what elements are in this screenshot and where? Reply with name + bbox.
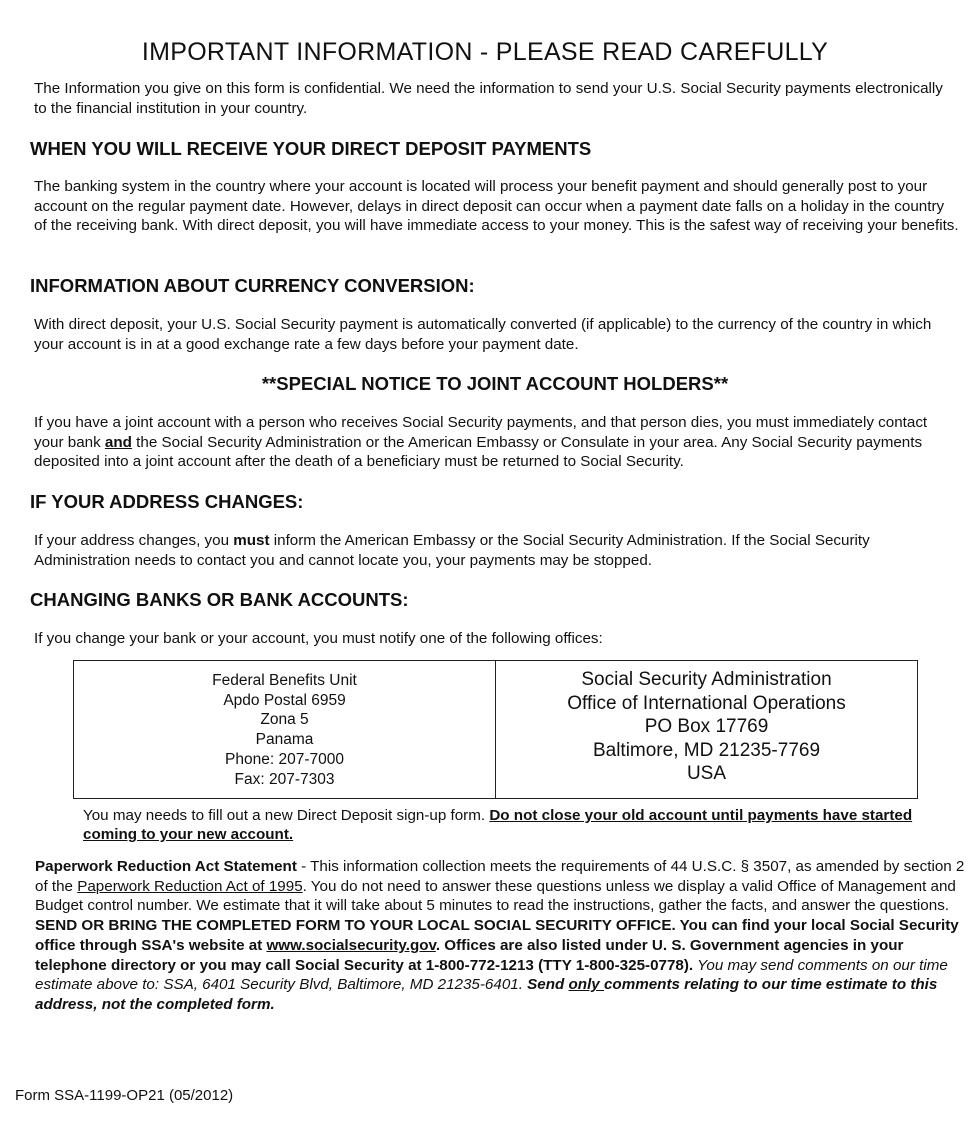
office-left-line: Federal Benefits Unit bbox=[212, 672, 357, 689]
intro-paragraph: The Information you give on this form is confidential. We need the information to send your U.S. Social Security payments electronically to the financial institution in your country. bbox=[34, 80, 943, 117]
note-text: You may needs to fill out a new Direct Deposit sign-up form. bbox=[83, 807, 490, 824]
joint-account-heading: **SPECIAL NOTICE TO JOINT ACCOUNT HOLDERS** bbox=[261, 373, 729, 394]
banks-heading: CHANGING BANKS OR BANK ACCOUNTS: bbox=[30, 589, 409, 610]
address-must-emphasis: must bbox=[233, 532, 270, 549]
joint-text-2: the Social Security Administration or the American Embassy or Consulate in your area. Any Social Security payments deposited into a joint account after the death of a beneficiary must be returned to Social Security. bbox=[34, 433, 923, 471]
note-emphasis: Do not close your old account until payments have started coming to your new account. bbox=[83, 807, 913, 843]
office-left-line: Zona 5 bbox=[260, 711, 309, 729]
office-right-line: PO Box 17769 bbox=[644, 716, 769, 737]
paperwork-act-link[interactable]: Paperwork Reduction Act of 1995 bbox=[77, 877, 303, 895]
address-heading: IF YOUR ADDRESS CHANGES: bbox=[30, 491, 304, 512]
form-number-footer: Form SSA-1199-OP21 (05/2012) bbox=[15, 1087, 234, 1104]
paperwork-text-1: - This information collection meets the requirements of 44 U.S.C. § 3507, as amended by section 2 of the bbox=[35, 858, 965, 895]
joint-text-1: If you have a joint account with a person who receives Social Security payments, and that person dies, you must immediately contact your bank bbox=[34, 414, 928, 451]
office-left-line: Phone: 207-7000 bbox=[225, 750, 344, 768]
paperwork-bold-italic-2: comments relating to our time estimate to this address, not the completed form. bbox=[35, 976, 938, 1013]
paperwork-bold-italic-1: Send bbox=[527, 976, 569, 994]
federal-benefits-unit-cell bbox=[74, 661, 496, 798]
office-left-line: Fax: 207-7303 bbox=[234, 770, 335, 788]
office-left-line: Panama bbox=[255, 731, 314, 749]
address-text-2: inform the American Embassy or the Social Security Administration. If the Social Security Administration needs to contact you and cannot locate you, your payments may be stopped. bbox=[34, 532, 870, 569]
page-title: IMPORTANT INFORMATION - PLEASE READ CAREFULLY bbox=[141, 38, 829, 66]
ssa-website-link[interactable]: www.socialsecurity.gov bbox=[266, 936, 436, 954]
office-right-line: Office of International Operations bbox=[567, 692, 846, 714]
joint-account-paragraph bbox=[34, 413, 959, 472]
banks-paragraph: If you change your bank or your account, you must notify one of the following offices: bbox=[34, 630, 603, 647]
paperwork-text-2: . You do not need to answer these questions unless we display a valid Office of Management and Budget control number. We estimate that it will take about 5 minutes to read the instructions, gather the facts, and answer the questions. bbox=[35, 877, 956, 915]
direct-deposit-paragraph: The banking system in the country where your account is located will process your benefit payment and should generally post to your account on the regular payment date. However, delays in direct deposit can occur when a payment date falls on a holiday in the country of the receiving bank. With direct deposit, you will have immediate access to your money. This is the safest way of receiving your benefits. bbox=[34, 178, 959, 235]
office-left-line: Apdo Postal 6959 bbox=[223, 691, 346, 709]
offices-table bbox=[73, 660, 918, 799]
paperwork-reduction-statement bbox=[35, 857, 965, 1015]
address-text-1: If your address changes, you bbox=[34, 532, 234, 549]
paperwork-only-emphasis: only bbox=[568, 976, 604, 994]
office-right-line: Baltimore, MD 21235-7769 bbox=[592, 739, 821, 761]
office-right-line: USA bbox=[686, 763, 727, 784]
direct-deposit-heading: WHEN YOU WILL RECEIVE YOUR DIRECT DEPOSIT PAYMENTS bbox=[30, 138, 592, 159]
ssa-international-office-cell bbox=[496, 661, 917, 798]
paperwork-label: Paperwork Reduction Act Statement bbox=[35, 858, 297, 875]
currency-paragraph: With direct deposit, your U.S. Social Security payment is automatically converted (if applicable) to the currency of the country in which your account is in at a good exchange rate a few days before your payment date. bbox=[34, 316, 932, 353]
office-right-line: Social Security Administration bbox=[581, 669, 832, 690]
paperwork-bold-2: . Offices are also listed under U. S. Government agencies in your telephone directory or you may call Social Security at 1-800-772-1213 (TTY 1-800-325-0778). bbox=[35, 936, 904, 974]
paperwork-italic-1: You may send comments on our time estimate above to: SSA, 6401 Security Blvd, Baltimore, MD 21235-6401. bbox=[35, 956, 948, 994]
paperwork-bold-1: SEND OR BRING THE COMPLETED FORM TO YOUR LOCAL SOCIAL SECURITY OFFICE. You can find your local Social Security office through SSA's website at bbox=[35, 917, 959, 954]
currency-heading: INFORMATION ABOUT CURRENCY CONVERSION: bbox=[30, 275, 475, 296]
direct-deposit-note bbox=[83, 806, 913, 844]
joint-and-emphasis: and bbox=[104, 433, 132, 451]
address-paragraph bbox=[34, 531, 959, 570]
